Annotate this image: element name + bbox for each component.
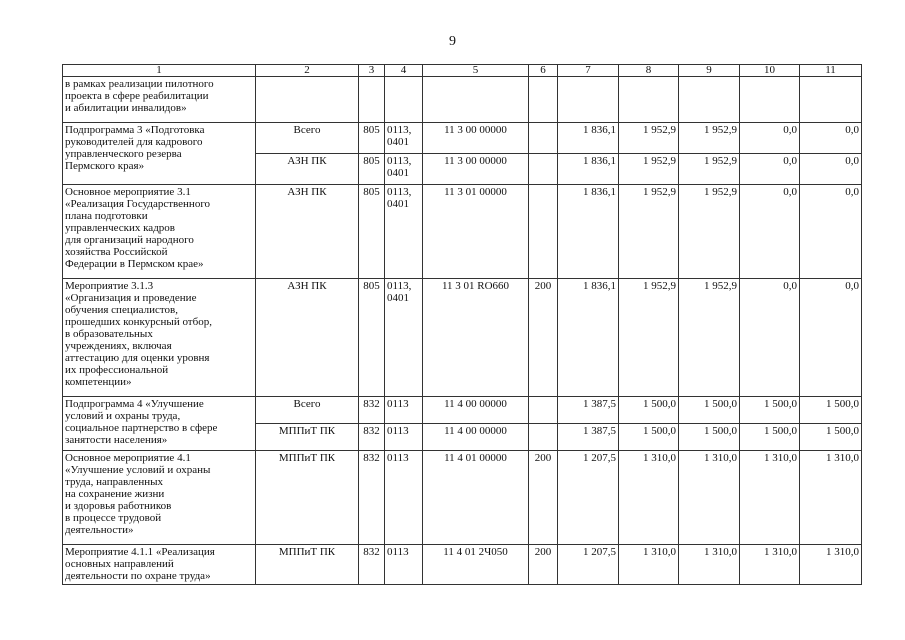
- value-2018-cell: 1 207,5: [558, 451, 619, 545]
- table-row: [63, 545, 862, 585]
- csr-cell: [423, 77, 529, 123]
- column-header: 8: [619, 65, 679, 77]
- value-2020-cell: 1 952,9: [679, 279, 740, 397]
- vr-cell: [529, 123, 558, 154]
- value-2020-cell: 1 310,0: [679, 545, 740, 585]
- section-cell: 0113, 0401: [385, 279, 423, 397]
- csr-cell: 11 4 00 00000: [423, 424, 529, 451]
- value-2020-cell: 1 952,9: [679, 154, 740, 185]
- vr-cell: [529, 185, 558, 279]
- value-2021-cell: 1 310,0: [740, 545, 800, 585]
- value-2019-cell: 1 500,0: [619, 424, 679, 451]
- table-body: [63, 77, 862, 585]
- value-2019-cell: 1 952,9: [619, 154, 679, 185]
- column-header: 2: [256, 65, 359, 77]
- value-2022-cell: 0,0: [800, 154, 862, 185]
- section-cell: 0113, 0401: [385, 154, 423, 185]
- column-header: 7: [558, 65, 619, 77]
- vr-cell: [529, 424, 558, 451]
- admin-cell: МППиТ ПК: [256, 424, 359, 451]
- table-row: [63, 123, 862, 154]
- value-2021-cell: 0,0: [740, 154, 800, 185]
- value-2019-cell: 1 310,0: [619, 545, 679, 585]
- section-cell: 0113, 0401: [385, 123, 423, 154]
- value-2018-cell: 1 836,1: [558, 279, 619, 397]
- program-name-cell: Подпрограмма 4 «Улучшение условий и охраны труда, социальное партнерство в сфере занятости населения»: [63, 397, 256, 451]
- value-2019-cell: 1 952,9: [619, 279, 679, 397]
- program-table: [62, 64, 862, 585]
- value-2020-cell: 1 952,9: [679, 185, 740, 279]
- value-2020-cell: 1 952,9: [679, 123, 740, 154]
- section-cell: [385, 77, 423, 123]
- column-header: 1: [63, 65, 256, 77]
- value-2020-cell: 1 500,0: [679, 397, 740, 424]
- column-header: 11: [800, 65, 862, 77]
- value-2018-cell: 1 836,1: [558, 185, 619, 279]
- csr-cell: 11 4 01 2Ч050: [423, 545, 529, 585]
- value-2022-cell: 1 310,0: [800, 451, 862, 545]
- grbs-cell: 832: [359, 545, 385, 585]
- column-header: 10: [740, 65, 800, 77]
- value-2021-cell: 0,0: [740, 123, 800, 154]
- vr-cell: [529, 397, 558, 424]
- value-2020-cell: [679, 77, 740, 123]
- program-name-cell: Мероприятие 3.1.3 «Организация и проведение обучения специалистов, прошедших конкурсный отбор, в образовательных учреждениях, включая аттестацию для оценки уровня их профессиональной компетенции»: [63, 279, 256, 397]
- table-row: [63, 451, 862, 545]
- value-2022-cell: 1 500,0: [800, 397, 862, 424]
- value-2019-cell: 1 310,0: [619, 451, 679, 545]
- csr-cell: 11 3 00 00000: [423, 154, 529, 185]
- value-2021-cell: 0,0: [740, 185, 800, 279]
- section-cell: 0113: [385, 424, 423, 451]
- value-2020-cell: 1 310,0: [679, 451, 740, 545]
- value-2022-cell: 1 500,0: [800, 424, 862, 451]
- column-header: 4: [385, 65, 423, 77]
- section-cell: 0113, 0401: [385, 185, 423, 279]
- value-2018-cell: 1 207,5: [558, 545, 619, 585]
- grbs-cell: 805: [359, 123, 385, 154]
- page-number: 9: [449, 34, 456, 49]
- vr-cell: 200: [529, 279, 558, 397]
- program-name-cell: Мероприятие 4.1.1 «Реализация основных направлений деятельности по охране труда»: [63, 545, 256, 585]
- column-header: 5: [423, 65, 529, 77]
- vr-cell: 200: [529, 451, 558, 545]
- section-cell: 0113: [385, 397, 423, 424]
- column-number-row: [63, 65, 862, 77]
- admin-cell: Всего: [256, 123, 359, 154]
- value-2018-cell: 1 387,5: [558, 397, 619, 424]
- table-row: [63, 279, 862, 397]
- table-row: [63, 77, 862, 123]
- vr-cell: [529, 77, 558, 123]
- value-2022-cell: 0,0: [800, 123, 862, 154]
- column-header: 6: [529, 65, 558, 77]
- program-name-cell: Основное мероприятие 3.1 «Реализация Государственного плана подготовки управленческих кадров для организаций народного хозяйства Российской Федерации в Пермском крае»: [63, 185, 256, 279]
- value-2022-cell: [800, 77, 862, 123]
- vr-cell: [529, 154, 558, 185]
- admin-cell: АЗН ПК: [256, 279, 359, 397]
- grbs-cell: 805: [359, 154, 385, 185]
- value-2019-cell: 1 500,0: [619, 397, 679, 424]
- table-row: [63, 185, 862, 279]
- value-2021-cell: 0,0: [740, 279, 800, 397]
- admin-cell: АЗН ПК: [256, 185, 359, 279]
- program-name-cell: Основное мероприятие 4.1 «Улучшение условий и охраны труда, направленных на сохранение жизни и здоровья работников в процессе трудовой деятельности»: [63, 451, 256, 545]
- grbs-cell: 832: [359, 424, 385, 451]
- value-2021-cell: 1 310,0: [740, 451, 800, 545]
- admin-cell: МППиТ ПК: [256, 451, 359, 545]
- csr-cell: 11 3 00 00000: [423, 123, 529, 154]
- value-2021-cell: [740, 77, 800, 123]
- value-2022-cell: 0,0: [800, 279, 862, 397]
- grbs-cell: 805: [359, 185, 385, 279]
- value-2018-cell: [558, 77, 619, 123]
- section-cell: 0113: [385, 545, 423, 585]
- admin-cell: [256, 77, 359, 123]
- grbs-cell: [359, 77, 385, 123]
- section-cell: 0113: [385, 451, 423, 545]
- table-row: [63, 397, 862, 424]
- value-2018-cell: 1 836,1: [558, 154, 619, 185]
- csr-cell: 11 3 01 RO660: [423, 279, 529, 397]
- admin-cell: АЗН ПК: [256, 154, 359, 185]
- value-2018-cell: 1 387,5: [558, 424, 619, 451]
- value-2019-cell: [619, 77, 679, 123]
- csr-cell: 11 4 00 00000: [423, 397, 529, 424]
- value-2018-cell: 1 836,1: [558, 123, 619, 154]
- value-2019-cell: 1 952,9: [619, 185, 679, 279]
- value-2021-cell: 1 500,0: [740, 397, 800, 424]
- vr-cell: 200: [529, 545, 558, 585]
- grbs-cell: 805: [359, 279, 385, 397]
- csr-cell: 11 3 01 00000: [423, 185, 529, 279]
- grbs-cell: 832: [359, 451, 385, 545]
- column-header: 9: [679, 65, 740, 77]
- admin-cell: Всего: [256, 397, 359, 424]
- value-2019-cell: 1 952,9: [619, 123, 679, 154]
- program-name-cell: Подпрограмма 3 «Подготовка руководителей для кадрового управленческого резерва Пермского края»: [63, 123, 256, 185]
- value-2022-cell: 0,0: [800, 185, 862, 279]
- grbs-cell: 832: [359, 397, 385, 424]
- program-name-cell: в рамках реализации пилотного проекта в сфере реабилитации и абилитации инвалидов»: [63, 77, 256, 123]
- value-2022-cell: 1 310,0: [800, 545, 862, 585]
- admin-cell: МППиТ ПК: [256, 545, 359, 585]
- csr-cell: 11 4 01 00000: [423, 451, 529, 545]
- value-2021-cell: 1 500,0: [740, 424, 800, 451]
- value-2020-cell: 1 500,0: [679, 424, 740, 451]
- column-header: 3: [359, 65, 385, 77]
